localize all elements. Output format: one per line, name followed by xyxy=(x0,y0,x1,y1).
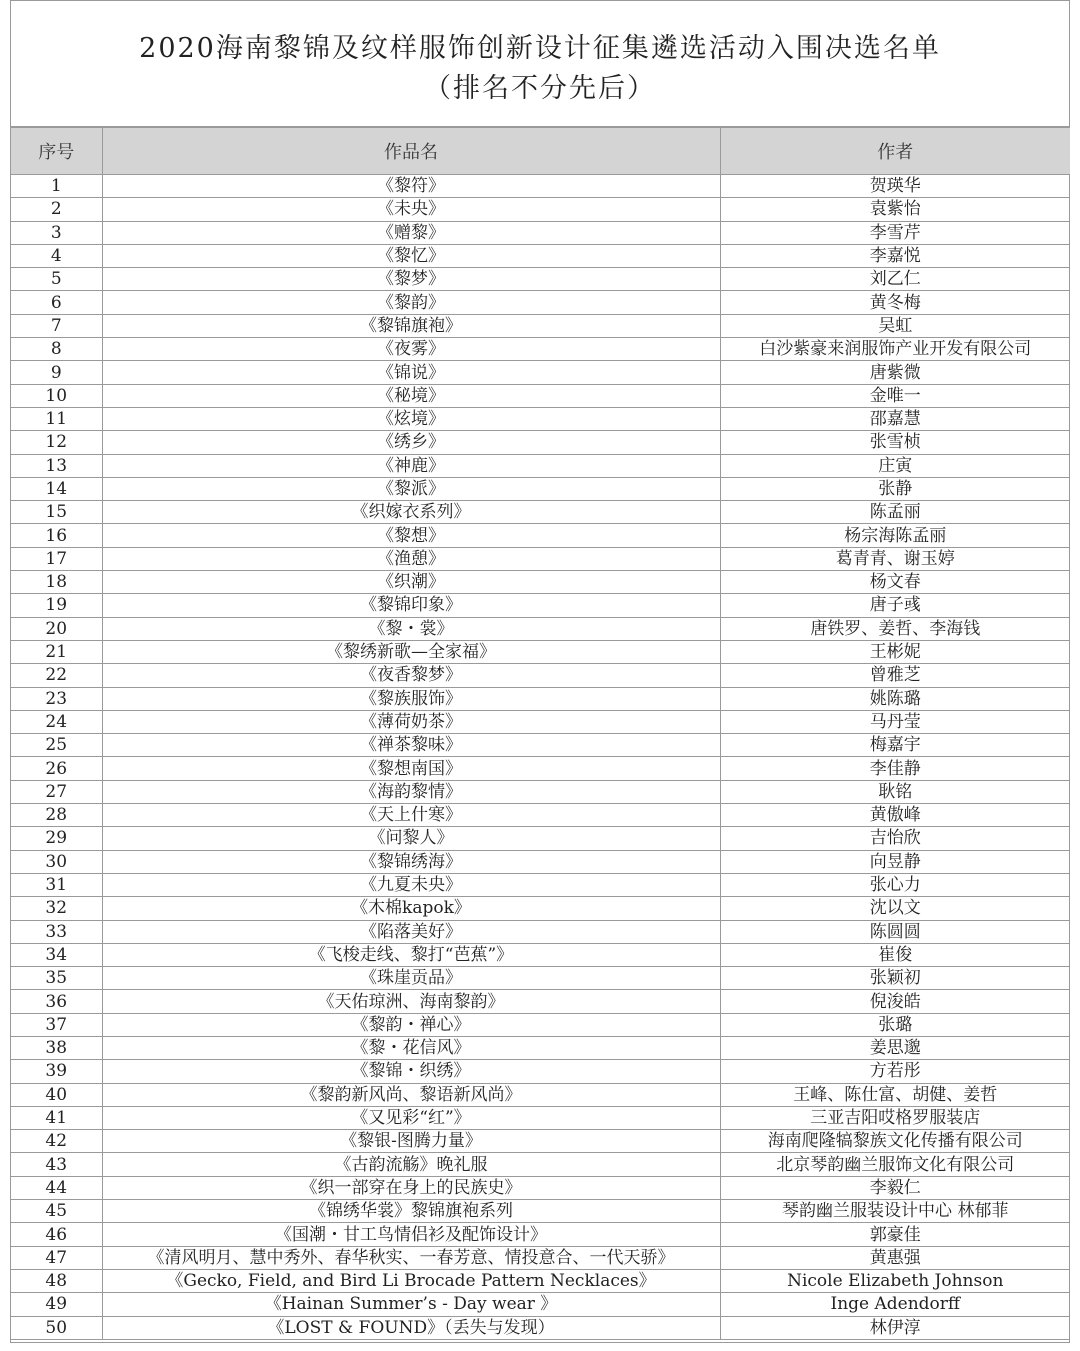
cell-author: 王峰、陈仕富、胡健、姜哲 xyxy=(720,1083,1070,1106)
cell-author: 张静 xyxy=(720,477,1070,500)
table-row xyxy=(11,477,1070,500)
cell-work-title: 《黎派》 xyxy=(102,477,720,500)
cell-author: 姚陈璐 xyxy=(720,687,1070,710)
cell-work-title: 《清风明月、慧中秀外、春华秋实、一春芳意、情投意合、一代天骄》 xyxy=(102,1246,720,1269)
cell-number: 27 xyxy=(11,780,102,803)
table-row xyxy=(11,1269,1070,1292)
cell-author: 李毅仁 xyxy=(720,1176,1070,1199)
cell-number: 21 xyxy=(11,640,102,663)
cell-author: 白沙紫豪来润服饰产业开发有限公司 xyxy=(720,338,1070,361)
cell-author: 李雪芹 xyxy=(720,221,1070,244)
table-row xyxy=(11,454,1070,477)
table-row xyxy=(11,594,1070,617)
table-row xyxy=(11,1153,1070,1176)
cell-author: 李佳静 xyxy=(720,757,1070,780)
table-row xyxy=(11,1246,1070,1269)
cell-work-title: 《织一部穿在身上的民族史》 xyxy=(102,1176,720,1199)
cell-author: 吉怡欣 xyxy=(720,827,1070,850)
cell-work-title: 《渔憩》 xyxy=(102,547,720,570)
cell-author: 张颖初 xyxy=(720,967,1070,990)
table-row xyxy=(11,384,1070,407)
cell-author: 袁紫怡 xyxy=(720,198,1070,221)
cell-number: 37 xyxy=(11,1013,102,1036)
cell-number: 40 xyxy=(11,1083,102,1106)
cell-number: 31 xyxy=(11,873,102,896)
table-row xyxy=(11,407,1070,430)
cell-author: 张雪桢 xyxy=(720,431,1070,454)
cell-number: 46 xyxy=(11,1223,102,1246)
cell-number: 7 xyxy=(11,314,102,337)
finalist-table xyxy=(11,127,1070,1340)
cell-work-title: 《木棉kapok》 xyxy=(102,897,720,920)
cell-number: 48 xyxy=(11,1269,102,1292)
cell-work-title: 《飞梭走线、黎打“芭蕉”》 xyxy=(102,943,720,966)
cell-work-title: 《黎韵》 xyxy=(102,291,720,314)
cell-author: 刘乙仁 xyxy=(720,268,1070,291)
cell-number: 28 xyxy=(11,804,102,827)
cell-author: 贺瑛华 xyxy=(720,175,1070,198)
cell-number: 18 xyxy=(11,571,102,594)
cell-work-title: 《黎忆》 xyxy=(102,244,720,267)
cell-author: 向昱静 xyxy=(720,850,1070,873)
cell-author: 琴韵幽兰服装设计中心 林郁菲 xyxy=(720,1200,1070,1223)
cell-work-title: 《问黎人》 xyxy=(102,827,720,850)
cell-author: Inge Adendorff xyxy=(720,1293,1070,1316)
cell-author: 沈以文 xyxy=(720,897,1070,920)
cell-work-title: 《黎想》 xyxy=(102,524,720,547)
cell-author: 郭豪佳 xyxy=(720,1223,1070,1246)
cell-work-title: 《黎梦》 xyxy=(102,268,720,291)
table-row xyxy=(11,967,1070,990)
document-title: 2020海南黎锦及纹样服饰创新设计征集遴选活动入围决选名单 xyxy=(139,33,941,64)
table-row xyxy=(11,1316,1070,1339)
cell-work-title: 《薄荷奶茶》 xyxy=(102,710,720,733)
cell-work-title: 《黎・裳》 xyxy=(102,617,720,640)
cell-author: 唐紫微 xyxy=(720,361,1070,384)
cell-author: 倪浚皓 xyxy=(720,990,1070,1013)
table-row xyxy=(11,268,1070,291)
cell-number: 42 xyxy=(11,1130,102,1153)
cell-author: 吴虹 xyxy=(720,314,1070,337)
table-row xyxy=(11,1083,1070,1106)
cell-number: 24 xyxy=(11,710,102,733)
cell-work-title: 《珠崖贡品》 xyxy=(102,967,720,990)
cell-author: 庄寅 xyxy=(720,454,1070,477)
table-row xyxy=(11,1293,1070,1316)
cell-number: 38 xyxy=(11,1036,102,1059)
cell-work-title: 《未央》 xyxy=(102,198,720,221)
cell-author: Nicole Elizabeth Johnson xyxy=(720,1269,1070,1292)
cell-work-title: 《黎韵新风尚、黎语新风尚》 xyxy=(102,1083,720,1106)
cell-author: 方若彤 xyxy=(720,1060,1070,1083)
cell-author: 曾雅芝 xyxy=(720,664,1070,687)
cell-work-title: 《古韵流觞》晚礼服 xyxy=(102,1153,720,1176)
table-row xyxy=(11,291,1070,314)
cell-number: 15 xyxy=(11,501,102,524)
table-row xyxy=(11,687,1070,710)
cell-number: 8 xyxy=(11,338,102,361)
table-row xyxy=(11,1200,1070,1223)
cell-work-title: 《黎符》 xyxy=(102,175,720,198)
cell-number: 32 xyxy=(11,897,102,920)
table-row xyxy=(11,1060,1070,1083)
cell-author: 李嘉悦 xyxy=(720,244,1070,267)
table-row xyxy=(11,897,1070,920)
table-row xyxy=(11,640,1070,663)
cell-work-title: 《赠黎》 xyxy=(102,221,720,244)
cell-number: 23 xyxy=(11,687,102,710)
cell-number: 25 xyxy=(11,734,102,757)
header-author: 作者 xyxy=(720,128,1070,175)
cell-work-title: 《黎锦印象》 xyxy=(102,594,720,617)
cell-work-title: 《神鹿》 xyxy=(102,454,720,477)
cell-author: 张璐 xyxy=(720,1013,1070,1036)
table-row xyxy=(11,1176,1070,1199)
table-row xyxy=(11,664,1070,687)
cell-author: 葛青青、谢玉婷 xyxy=(720,547,1070,570)
cell-number: 12 xyxy=(11,431,102,454)
cell-work-title: 《黎绣新歌—全家福》 xyxy=(102,640,720,663)
cell-number: 10 xyxy=(11,384,102,407)
document-sheet xyxy=(10,0,1070,1343)
cell-work-title: 《又见彩“红”》 xyxy=(102,1106,720,1129)
cell-author: 耿铭 xyxy=(720,780,1070,803)
cell-number: 6 xyxy=(11,291,102,314)
cell-work-title: 《夜雾》 xyxy=(102,338,720,361)
table-row xyxy=(11,617,1070,640)
cell-number: 36 xyxy=(11,990,102,1013)
cell-number: 20 xyxy=(11,617,102,640)
cell-number: 29 xyxy=(11,827,102,850)
cell-work-title: 《秘境》 xyxy=(102,384,720,407)
cell-author: 张心力 xyxy=(720,873,1070,896)
cell-number: 13 xyxy=(11,454,102,477)
cell-number: 9 xyxy=(11,361,102,384)
table-row xyxy=(11,524,1070,547)
table-row xyxy=(11,314,1070,337)
cell-author: 唐铁罗、姜哲、李海钱 xyxy=(720,617,1070,640)
cell-number: 47 xyxy=(11,1246,102,1269)
cell-author: 海南爬隆犒黎族文化传播有限公司 xyxy=(720,1130,1070,1153)
cell-work-title: 《Gecko, Field, and Bird Li Brocade Pattern Necklaces》 xyxy=(102,1269,720,1292)
cell-work-title: 《黎韵・禅心》 xyxy=(102,1013,720,1036)
cell-author: 唐子彧 xyxy=(720,594,1070,617)
cell-number: 17 xyxy=(11,547,102,570)
table-row xyxy=(11,850,1070,873)
cell-work-title: 《黎锦绣海》 xyxy=(102,850,720,873)
table-row xyxy=(11,1106,1070,1129)
cell-author: 黄惠强 xyxy=(720,1246,1070,1269)
cell-author: 北京琴韵幽兰服饰文化有限公司 xyxy=(720,1153,1070,1176)
cell-work-title: 《夜香黎梦》 xyxy=(102,664,720,687)
cell-author: 陈圆圆 xyxy=(720,920,1070,943)
cell-work-title: 《天上什寒》 xyxy=(102,804,720,827)
table-row xyxy=(11,780,1070,803)
cell-author: 王彬妮 xyxy=(720,640,1070,663)
table-row xyxy=(11,873,1070,896)
cell-number: 49 xyxy=(11,1293,102,1316)
cell-number: 26 xyxy=(11,757,102,780)
cell-work-title: 《锦说》 xyxy=(102,361,720,384)
cell-number: 22 xyxy=(11,664,102,687)
table-row xyxy=(11,1130,1070,1153)
document-subtitle: （排名不分先后） xyxy=(424,73,656,104)
cell-work-title: 《黎锦旗袍》 xyxy=(102,314,720,337)
cell-work-title: 《绣乡》 xyxy=(102,431,720,454)
cell-number: 43 xyxy=(11,1153,102,1176)
header-number: 序号 xyxy=(11,128,102,175)
cell-number: 50 xyxy=(11,1316,102,1339)
cell-work-title: 《九夏未央》 xyxy=(102,873,720,896)
table-row xyxy=(11,547,1070,570)
cell-work-title: 《黎・花信风》 xyxy=(102,1036,720,1059)
cell-work-title: 《炫境》 xyxy=(102,407,720,430)
table-row xyxy=(11,734,1070,757)
cell-work-title: 《黎族服饰》 xyxy=(102,687,720,710)
cell-number: 34 xyxy=(11,943,102,966)
cell-author: 梅嘉宇 xyxy=(720,734,1070,757)
cell-work-title: 《禅茶黎味》 xyxy=(102,734,720,757)
cell-author: 三亚吉阳哎格罗服装店 xyxy=(720,1106,1070,1129)
cell-author: 林伊淳 xyxy=(720,1316,1070,1339)
cell-work-title: 《黎银-图腾力量》 xyxy=(102,1130,720,1153)
cell-author: 陈孟丽 xyxy=(720,501,1070,524)
cell-work-title: 《黎锦・织绣》 xyxy=(102,1060,720,1083)
cell-work-title: 《海韵黎情》 xyxy=(102,780,720,803)
cell-number: 19 xyxy=(11,594,102,617)
cell-number: 33 xyxy=(11,920,102,943)
cell-author: 邵嘉慧 xyxy=(720,407,1070,430)
cell-number: 11 xyxy=(11,407,102,430)
cell-number: 1 xyxy=(11,175,102,198)
cell-author: 杨文春 xyxy=(720,571,1070,594)
table-row xyxy=(11,804,1070,827)
cell-work-title: 《织潮》 xyxy=(102,571,720,594)
cell-number: 5 xyxy=(11,268,102,291)
table-row xyxy=(11,571,1070,594)
cell-author: 金唯一 xyxy=(720,384,1070,407)
cell-number: 45 xyxy=(11,1200,102,1223)
cell-work-title: 《锦绣华裳》黎锦旗袍系列 xyxy=(102,1200,720,1223)
cell-number: 4 xyxy=(11,244,102,267)
table-row xyxy=(11,244,1070,267)
cell-author: 黄冬梅 xyxy=(720,291,1070,314)
cell-number: 30 xyxy=(11,850,102,873)
cell-number: 35 xyxy=(11,967,102,990)
cell-number: 44 xyxy=(11,1176,102,1199)
table-row xyxy=(11,990,1070,1013)
table-row xyxy=(11,221,1070,244)
title-box xyxy=(11,1,1069,127)
cell-work-title: 《天佑琼洲、海南黎韵》 xyxy=(102,990,720,1013)
cell-work-title: 《LOST & FOUND》（丢失与发现） xyxy=(102,1316,720,1339)
cell-author: 黄傲峰 xyxy=(720,804,1070,827)
cell-number: 14 xyxy=(11,477,102,500)
table-row xyxy=(11,361,1070,384)
table-row xyxy=(11,198,1070,221)
table-row xyxy=(11,501,1070,524)
table-header-row xyxy=(11,128,1070,175)
cell-author: 崔俊 xyxy=(720,943,1070,966)
cell-author: 马丹莹 xyxy=(720,710,1070,733)
cell-number: 16 xyxy=(11,524,102,547)
cell-number: 3 xyxy=(11,221,102,244)
cell-work-title: 《陷落美好》 xyxy=(102,920,720,943)
table-row xyxy=(11,1223,1070,1246)
table-body xyxy=(11,175,1070,1340)
table-row xyxy=(11,710,1070,733)
cell-author: 姜思邈 xyxy=(720,1036,1070,1059)
cell-author: 杨宗海陈孟丽 xyxy=(720,524,1070,547)
cell-number: 2 xyxy=(11,198,102,221)
table-row xyxy=(11,1036,1070,1059)
table-row xyxy=(11,943,1070,966)
table-row xyxy=(11,338,1070,361)
cell-work-title: 《国潮・甘工鸟情侣衫及配饰设计》 xyxy=(102,1223,720,1246)
table-row xyxy=(11,827,1070,850)
table-row xyxy=(11,175,1070,198)
table-row xyxy=(11,920,1070,943)
header-work-title: 作品名 xyxy=(102,128,720,175)
cell-work-title: 《Hainan Summer’s - Day wear 》 xyxy=(102,1293,720,1316)
table-row xyxy=(11,431,1070,454)
table-row xyxy=(11,757,1070,780)
cell-work-title: 《黎想南国》 xyxy=(102,757,720,780)
cell-number: 39 xyxy=(11,1060,102,1083)
cell-work-title: 《织嫁衣系列》 xyxy=(102,501,720,524)
cell-number: 41 xyxy=(11,1106,102,1129)
table-row xyxy=(11,1013,1070,1036)
